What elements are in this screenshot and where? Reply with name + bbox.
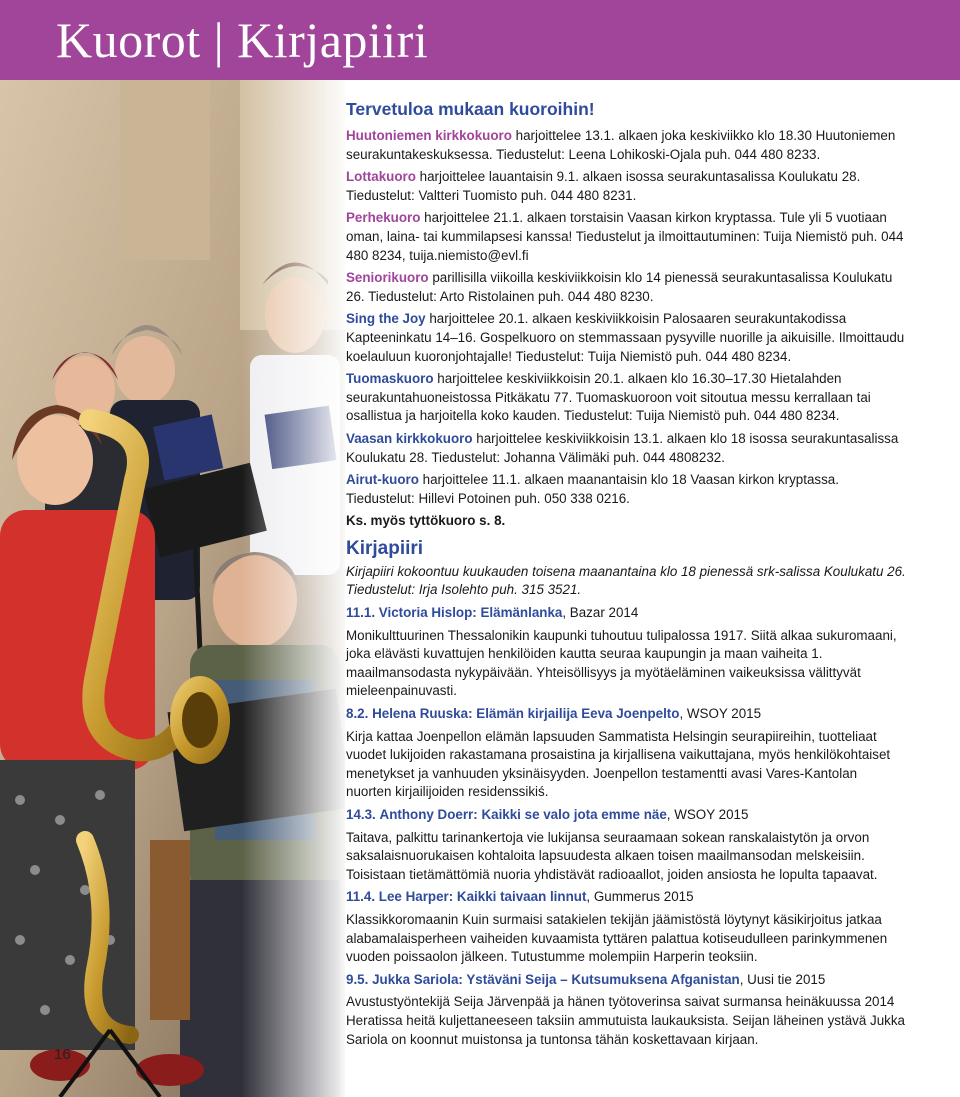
page-header bbox=[0, 0, 960, 80]
book-title: Lee Harper: Kaikki taivaan linnut bbox=[378, 889, 587, 905]
book-title: Anthony Doerr: Kaikki se valo jota emme näe bbox=[379, 807, 667, 822]
book-heading bbox=[346, 705, 906, 724]
choir-name: Airut-kuoro bbox=[346, 472, 419, 488]
choir-name: Lottakuoro bbox=[346, 169, 416, 185]
book-date: 11.4. bbox=[346, 889, 376, 905]
choir-text: harjoittelee 21.1. alkaen torstaisin Vaasan kirkon kryptassa. Tule yli 5 vuotiaan oman, laina- tai kummilapsesi kanssa! Tiedustelut ja ilmoittautuminen: Tuija Niemistö puh. 044 480 8234, tuija.niemisto@evl.fi bbox=[346, 210, 904, 263]
book-title: Helena Ruuska: Elämän kirjailija Eeva Joenpelto bbox=[372, 706, 680, 722]
book-publisher: , Gummerus 2015 bbox=[586, 889, 694, 905]
choir-entry bbox=[346, 168, 906, 205]
choir-entry bbox=[346, 127, 906, 164]
book-heading bbox=[346, 806, 906, 825]
book-description: Taitava, palkittu tarinankertoja vie lukijansa seuraamaan sokean ranskalaistytön ja orvon saksalaisnuorukaisen kohtaloita lapsuudesta alkaen toisen maailmansodan melskeisiin. Toisistaan tietämättömiä nuoria yhdistävät radioaallot, joiden ansiosta he lopulta tapaavat. bbox=[346, 829, 878, 882]
book-description: Avustustyöntekijä Seija Järvenpää ja hänen työtoverinsa saivat surmansa heinäkuussa 2014 Heratissa heitä kuljettaneeseen taksiin ammutuista laukauksista. Seijan läheinen ystävä Jukka Sariola on koonnut muistonsa ja tuntonsa tähän koskettavaan kirjaan. bbox=[346, 994, 905, 1047]
choir-name: Huutoniemen kirkkokuoro bbox=[346, 128, 512, 143]
choir-photo bbox=[0, 80, 345, 1097]
book-heading bbox=[346, 888, 906, 907]
choir-text: harjoittelee 11.1. alkaen maanantaisin klo 18 Vaasan kirkon kryptassa. Tiedustelut: Hillevi Potoinen puh. 050 338 0216. bbox=[346, 472, 839, 506]
book-date: 9.5. bbox=[346, 971, 369, 987]
book-heading bbox=[346, 604, 906, 623]
choir-entry bbox=[346, 471, 906, 508]
book-publisher: , WSOY 2015 bbox=[679, 706, 762, 722]
choir-entry bbox=[346, 269, 906, 306]
choir-text: harjoittelee 13.1. alkaen joka keskiviikko klo 18.30 Huutoniemen seurakuntakeskuksessa. Tiedustelut: Leena Lohikoski-Ojala puh. 044 480 8233. bbox=[346, 128, 896, 162]
choir-text: harjoittelee lauantaisin 9.1. alkaen isossa seurakuntasalissa Koulukatu 28. Tiedustelut: Valtteri Tuomisto puh. 044 480 8231. bbox=[346, 169, 861, 203]
choir-entry bbox=[346, 370, 906, 426]
book-publisher: , Uusi tie 2015 bbox=[739, 971, 826, 987]
choir-text: harjoittelee keskiviikkoisin 13.1. alkaen klo 18 isossa seurakuntasalissa Koulukatu 28. Tiedustelut: Johanna Välimäki puh. 044 4808232. bbox=[346, 430, 899, 465]
book-date: 11.1. bbox=[346, 605, 376, 621]
page-number: 16 bbox=[54, 1046, 71, 1063]
article-content bbox=[346, 97, 906, 1053]
kirjapiiri-intro: Kirjapiiri kokoontuu kuukauden toisena maanantaina klo 18 pienessä srk-salissa Koulukatu 26. Tiedustelut: Irja Isolehto puh. 315 3521. bbox=[346, 563, 906, 598]
book-publisher: , WSOY 2015 bbox=[666, 807, 749, 822]
choir-name: Sing the Joy bbox=[346, 311, 426, 327]
choir-entry bbox=[346, 209, 906, 265]
choir-text: parillisilla viikoilla keskiviikkoisin klo 14 pienessä seurakuntasalissa Koulukatu 26. Tiedustelut: Arto Ristolainen puh. 044 480 8230. bbox=[346, 270, 893, 304]
choir-entry bbox=[346, 310, 906, 366]
book-title: Victoria Hislop: Elämänlanka bbox=[378, 605, 563, 621]
book-date: 8.2. bbox=[346, 706, 369, 722]
page-title: Kuorot | Kirjapiiri bbox=[56, 12, 429, 68]
book-publisher: , Bazar 2014 bbox=[562, 605, 639, 621]
book-date: 14.3. bbox=[346, 807, 376, 822]
book-title: Jukka Sariola: Ystäväni Seija – Kutsumuksena Afganistan bbox=[372, 971, 740, 987]
choir-name: Vaasan kirkkokuoro bbox=[346, 430, 473, 446]
choir-entry bbox=[346, 430, 906, 467]
choir-name: Seniorikuoro bbox=[346, 270, 429, 286]
choir-name: Perhekuoro bbox=[346, 210, 421, 226]
welcome-heading: Tervetuloa mukaan kuoroihin! bbox=[346, 99, 595, 119]
choir-text: harjoittelee keskiviikkoisin 20.1. alkaen klo 16.30–17.30 Hietalahden seurakuntahuoneistossa Pitkäkatu 77. Tuomaskuoroon voit sitoutua messu kerrallaan tai osallistua ja harjoitella koko kauden. Tiedustelut: Tuija Niemistö puh. 044 480 8234. bbox=[346, 371, 871, 424]
book-description: Kirja kattaa Joenpellon elämän lapsuuden Sammatista Helsingin seurapiireihin, tuotteliaat vuodet lukijoiden rakastamana prosaistina ja kirjallisena vaikuttajana, myös henkilökohtaiset menetykset ja vanhuuden yksinäisyyden. Joenpellon testamentti avasi Vares-Kantolan nuorten kirjailijoiden residenssikiś. bbox=[346, 728, 891, 800]
choir-name: Tuomaskuoro bbox=[346, 371, 434, 387]
book-description: Monikulttuurinen Thessalonikin kaupunki tuhoutuu tulipalossa 1917. Siitä alkaa sukuromaani, joka elävästi kuvattujen henkilöiden kautta seuraa kaupungin ja maan vaiheita 1. maailmansodasta nykypäivään. Yhteisöllisyys ja myötäeläminen vaikeuksissa välittyvät mieleenpainuvasti. bbox=[346, 627, 897, 699]
see-also-note: Ks. myös tyttökuoro s. 8. bbox=[346, 513, 506, 529]
book-description: Klassikkoromaanin Kuin surmaisi satakielen tekijän jäämistöstä löytynyt käsikirjoitus jatkaa alabamalaisperheen vaiheiden kuvaamista tyttären palattua kotiseudulleen parinkymmenen vuoden poissaolon jälkeen. Tutustumme molempiin Harperin teoksiin. bbox=[346, 911, 888, 965]
kirjapiiri-heading: Kirjapiiri bbox=[346, 537, 424, 559]
book-heading bbox=[346, 971, 906, 990]
choir-text: harjoittelee 20.1. alkaen keskiviikkoisin Palosaaren seurakuntakodissa Kapteeninkatu 14–16. Gospelkuoro on stemmassaan pysyville nuorille ja aikuisille. Ilmoittaudu koelauluun kuoronjohtajalle! Tiedustelut: Tuija Niemistö puh. 044 480 8234. bbox=[346, 311, 905, 364]
